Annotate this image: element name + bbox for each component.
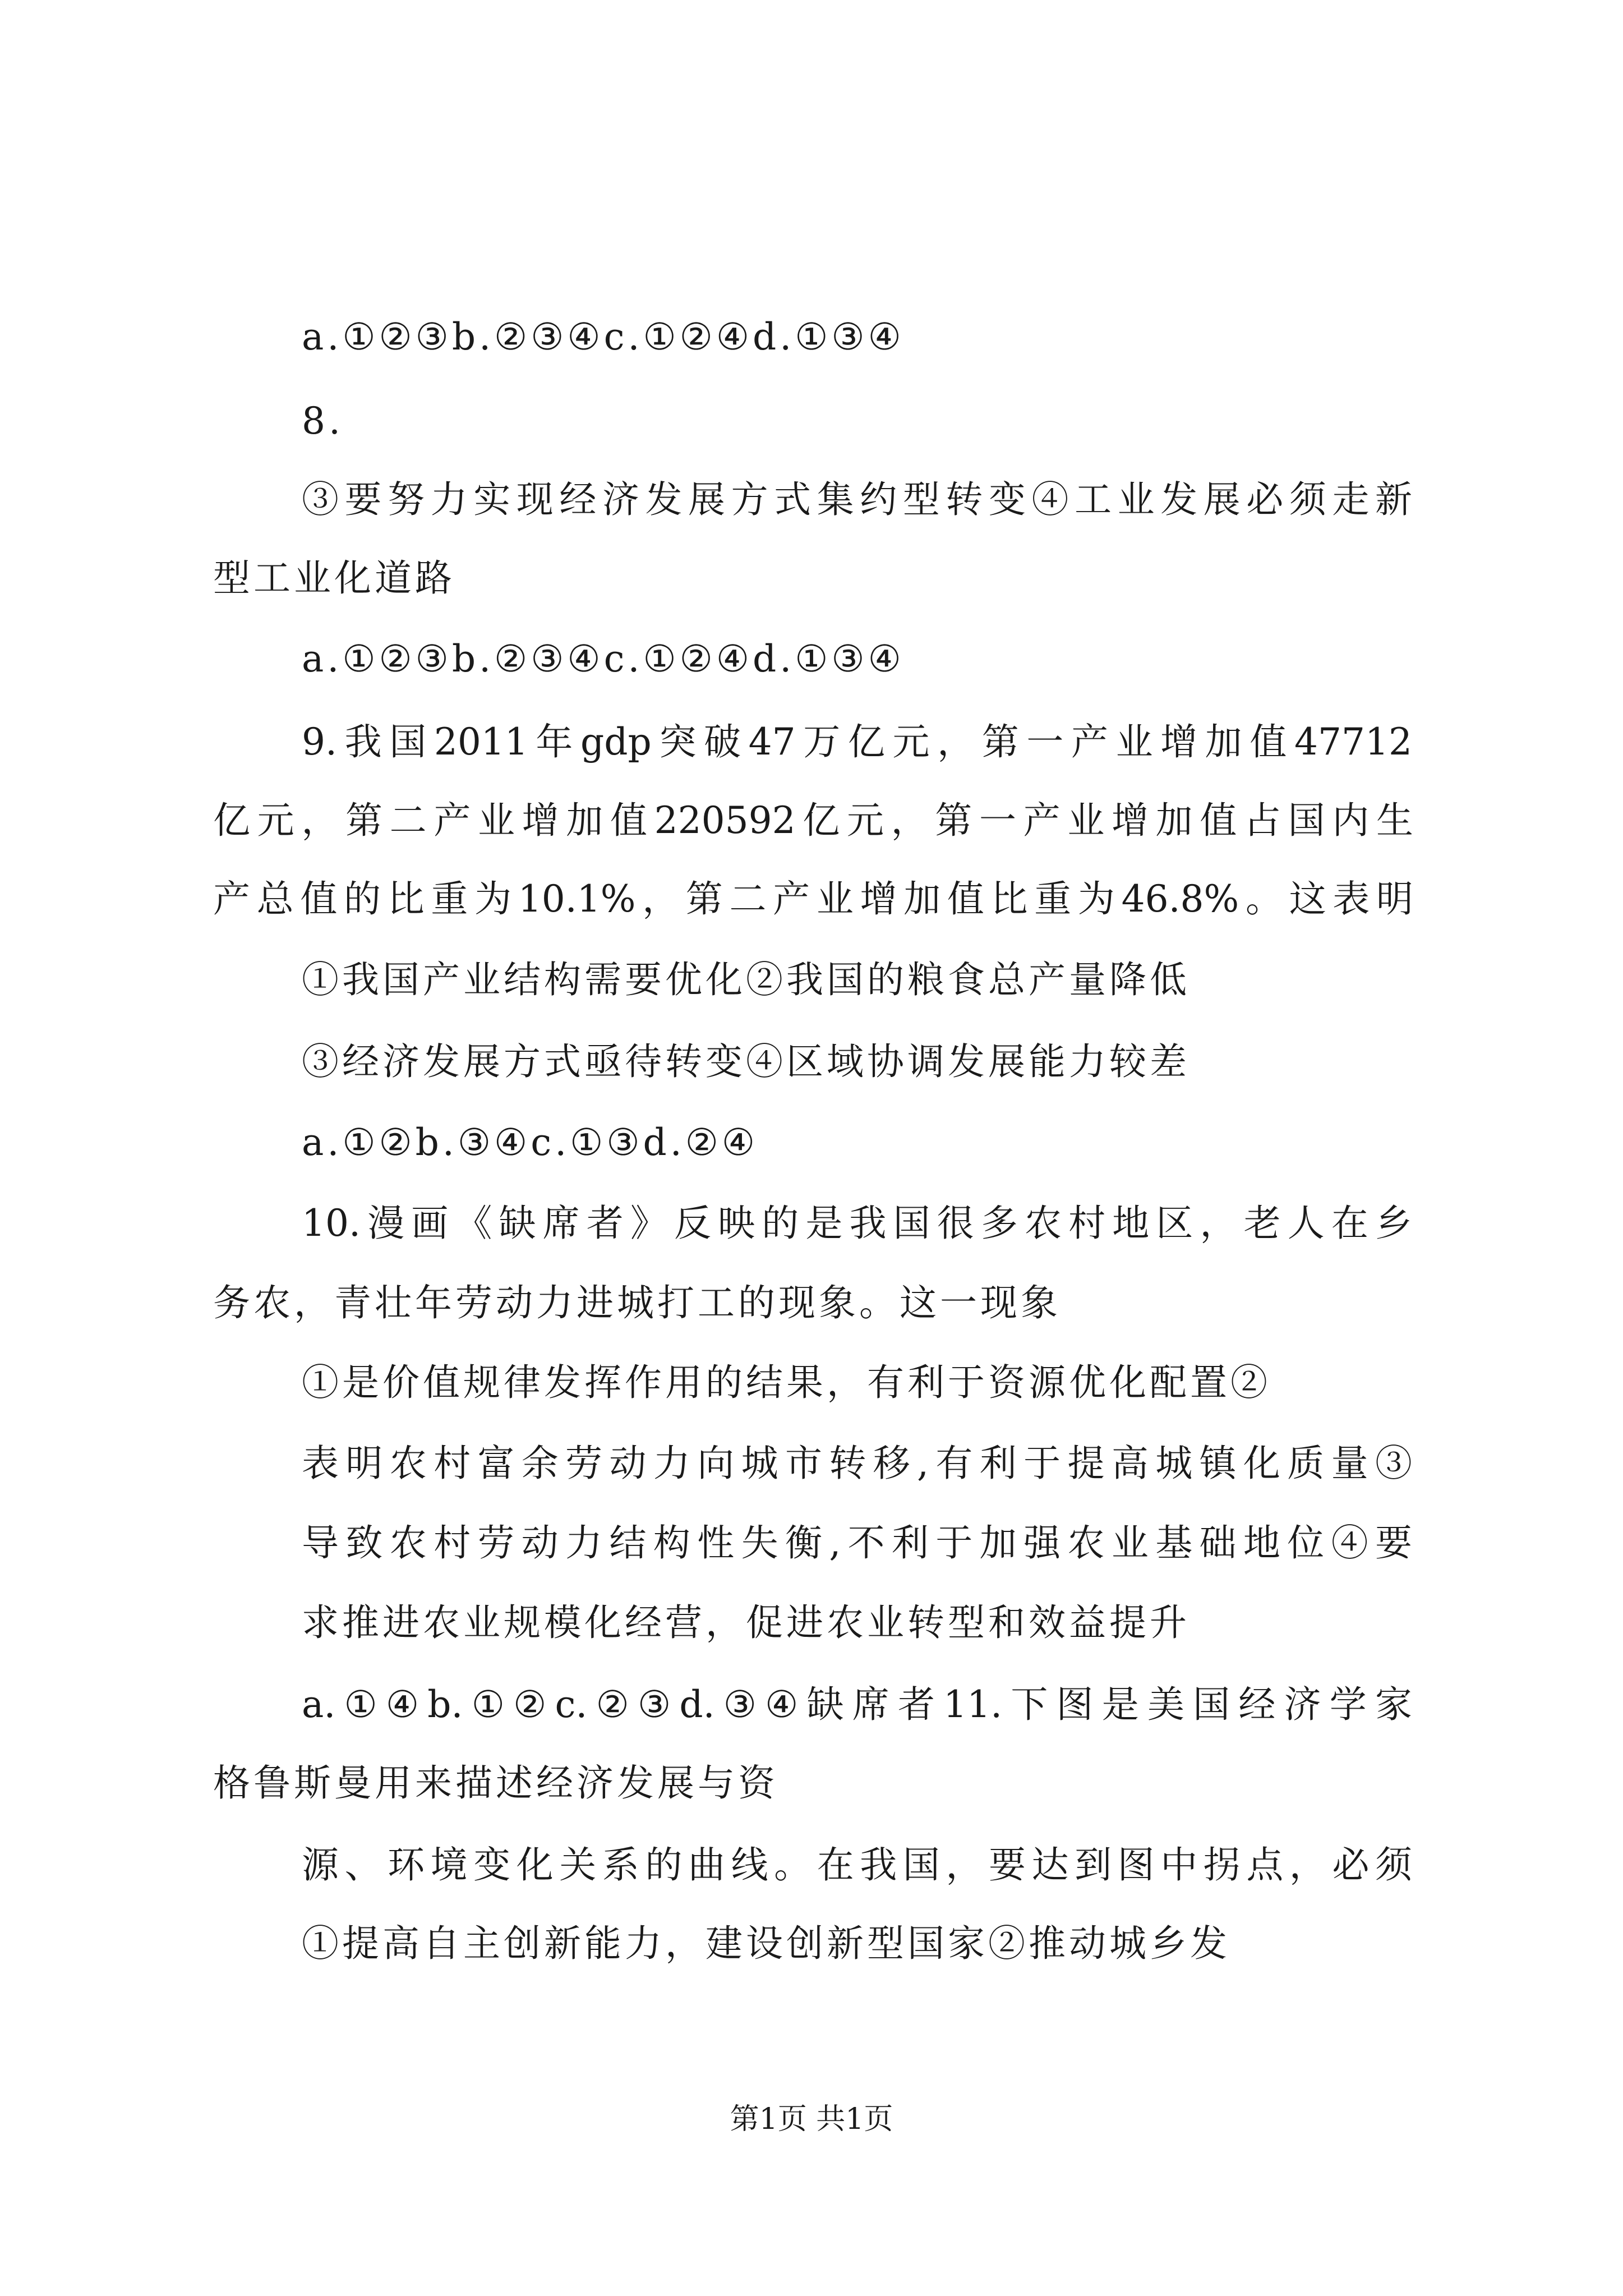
text-line: ①提高自主创新能力，建设创新型国家②推动城乡发 (302, 1922, 1230, 1965)
text-line: 务农，青壮年劳动力进城打工的现象。这一现象 (213, 1281, 1061, 1324)
text-line: 型工业化道路 (213, 556, 455, 600)
text-line: ③经济发展方式亟待转变④区域协调发展能力较差 (302, 1040, 1190, 1083)
text-line: 亿元，第二产业增加值220592亿元，第一产业增加值占国内生 (213, 799, 1413, 842)
text-line: 10.漫画《缺席者》反映的是我国很多农村地区，老人在乡 (302, 1202, 1412, 1245)
text-line: a.①②③b.②③④c.①②④d.①③④ (302, 315, 905, 358)
text-line: 8. (302, 399, 344, 443)
text-line: 表明农村富余劳动力向城市转移,有利于提高城镇化质量③ (302, 1442, 1412, 1485)
text-line: a.①②③b.②③④c.①②④d.①③④ (302, 637, 905, 680)
text-line: a.①④b.①②c.②③d.③④缺席者11.下图是美国经济学家 (302, 1683, 1412, 1726)
text-line: 9.我国2011年gdp突破47万亿元，第一产业增加值47712 (302, 720, 1412, 763)
text-line: 导致农村劳动力结构性失衡,不利于加强农业基础地位④要 (302, 1521, 1412, 1565)
text-line: 源、环境变化关系的曲线。在我国，要达到图中拐点，必须 (302, 1843, 1412, 1887)
text-line: 求推进农业规模化经营，促进农业转型和效益提升 (302, 1601, 1190, 1644)
text-line: 产总值的比重为10.1%，第二产业增加值比重为46.8%。这表明 (213, 877, 1413, 921)
text-line: ③要努力实现经济发展方式集约型转变④工业发展必须走新 (302, 478, 1412, 521)
text-line: 格鲁斯曼用来描述经济发展与资 (213, 1761, 778, 1805)
text-line: ①我国产业结构需要优化②我国的粮食总产量降低 (302, 958, 1190, 1001)
page-footer: 第1页 共1页 (730, 2102, 893, 2136)
text-line: ①是价值规律发挥作用的结果，有利于资源优化配置② (302, 1361, 1271, 1404)
text-line: a.①②b.③④c.①③d.②④ (302, 1121, 759, 1164)
